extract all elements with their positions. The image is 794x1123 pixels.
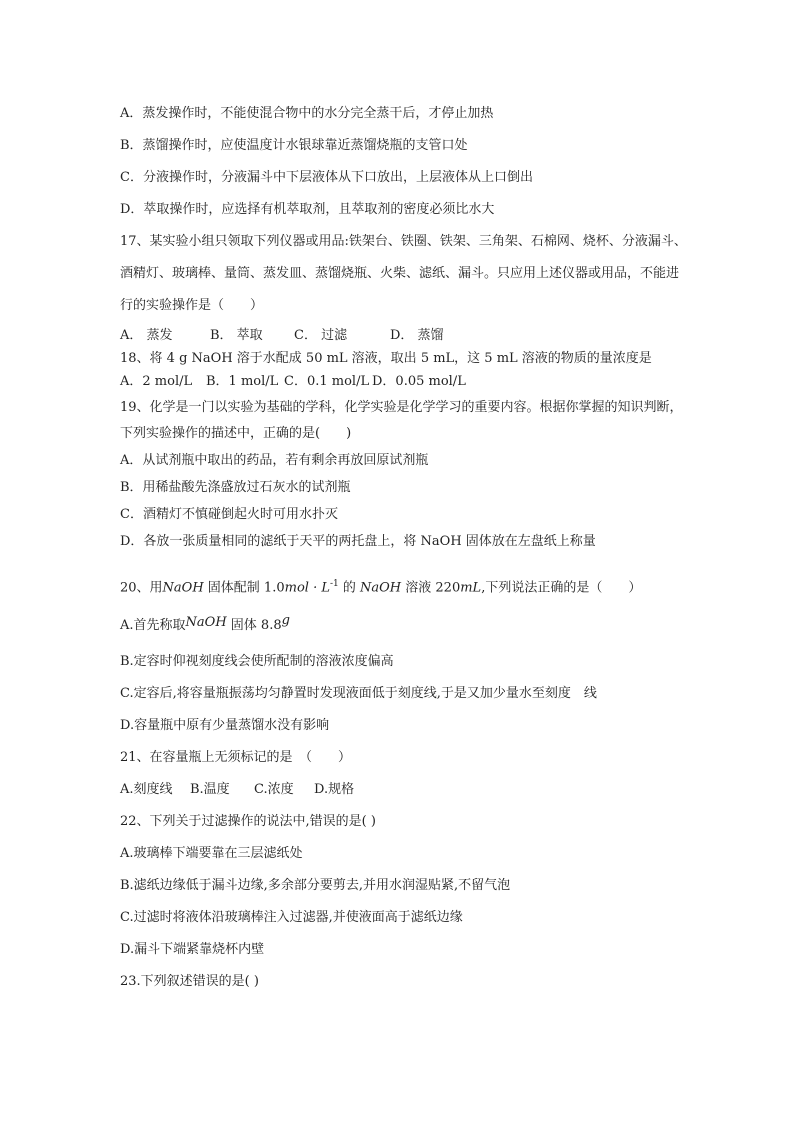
q18-option-c: C．0.1 mol/L	[284, 374, 370, 389]
q19-option-c: C．酒精灯不慎碰倒起火时可用水扑灭	[120, 507, 338, 522]
q23-stem: 23.下列叙述错误的是( )	[120, 974, 259, 989]
q20-option-c: C.定容后,将容量瓶振荡均匀静置时发现液面低于刻度线,于是又加少量水至刻度 线	[120, 686, 597, 701]
q20-option-d: D.容量瓶中原有少量蒸馏水没有影响	[120, 718, 330, 733]
q21-option-d: D.规格	[314, 782, 355, 797]
q18-stem: 18、将 4 g NaOH 溶于水配成 50 mL 溶液，取出 5 mL，这 5 mL 溶液的物质的量浓度是	[120, 351, 652, 366]
q16-option-d: D．萃取操作时，应选择有机萃取剂，且萃取剂的密度必须比水大	[120, 202, 495, 217]
q20-option-a	[120, 613, 290, 634]
q22-option-b: B.滤纸边缘低于漏斗边缘,多余部分要剪去,并用水润湿贴紧,不留气泡	[120, 878, 511, 893]
q20-formula-naoh-2: NaOH	[360, 580, 402, 596]
q20-option-a-unit: g	[281, 613, 290, 628]
q20-stem-text-5: ,下列说法正确的是（ ）	[481, 580, 642, 596]
q19-option-a: A．从试剂瓶中取出的药品，若有剩余再放回原试剂瓶	[120, 453, 429, 468]
q20-option-a-formula: NaOH	[185, 615, 227, 630]
q16-option-c: C．分液操作时，分液漏斗中下层液体从下口放出，上层液体从上口倒出	[120, 170, 533, 185]
q22-option-d: D.漏斗下端紧靠烧杯内壁	[120, 942, 265, 957]
q17-option-a: A． 蒸发	[120, 328, 173, 343]
q17-option-c: C． 过滤	[294, 328, 348, 343]
q19-stem-line-1: 19、化学是一门以实验为基础的学科，化学实验是化学学习的重要内容。根据你掌握的知识判断，	[120, 400, 683, 415]
q19-stem-line-2: 下列实验操作的描述中，正确的是( )	[120, 426, 352, 441]
q19-option-d: D．各放一张质量相同的滤纸于天平的两托盘上，将 NaOH 固体放在左盘纸上称量	[120, 534, 596, 549]
q17-stem-line-2: 酒精灯、玻璃棒、量筒、蒸发皿、蒸馏烧瓶、火柴、滤纸、漏斗。只应用上述仪器或用品，不能进	[120, 266, 680, 281]
q21-options	[120, 782, 354, 798]
q20-stem-text-2: 固体配制 1.0	[203, 580, 285, 596]
q20-stem	[120, 576, 642, 596]
q17-stem-line-3: 行的实验操作是（ ）	[120, 298, 264, 313]
q18-options	[120, 374, 466, 390]
q20-stem-text-3: 的	[338, 580, 361, 596]
q21-option-a: A.刻度线	[120, 782, 173, 797]
q21-option-b: B.温度	[190, 782, 230, 797]
q18-option-a: A．2 mol/L	[120, 374, 193, 389]
q18-option-d: D．0.05 mol/L	[372, 374, 466, 389]
q20-option-a-text: 固体 8.8	[226, 618, 282, 633]
q21-stem: 21、在容量瓶上无须标记的是 （ ）	[120, 750, 352, 765]
q16-option-b: B．蒸馏操作时，应使温度计水银球靠近蒸馏烧瓶的支管口处	[120, 138, 468, 153]
q22-option-a: A.玻璃棒下端要靠在三层滤纸处	[120, 846, 303, 861]
q20-option-a-prefix: A.首先称取	[120, 618, 186, 633]
q17-options	[120, 328, 444, 344]
q19-option-b: B．用稀盐酸先涤盛放过石灰水的试剂瓶	[120, 480, 351, 495]
q17-option-b: B． 萃取	[210, 328, 263, 343]
q22-option-c: C.过滤时将液体沿玻璃棒注入过滤器,并使液面高于滤纸边缘	[120, 910, 463, 925]
q20-stem-prefix: 20、用	[120, 580, 163, 596]
q18-option-b: B．1 mol/L	[206, 374, 279, 389]
q21-option-c: C.浓度	[254, 782, 294, 797]
q17-option-d: D． 蒸馏	[390, 328, 444, 343]
q20-unit-exponent: -1	[329, 579, 339, 589]
q20-stem-text-4: 溶液 220	[401, 580, 461, 596]
q20-unit-mol-l: mol · L	[284, 580, 330, 596]
q20-formula-naoh: NaOH	[162, 580, 204, 596]
q22-stem: 22、下列关于过滤操作的说法中,错误的是( )	[120, 814, 376, 829]
q20-unit-ml: mL	[460, 580, 482, 596]
q20-option-b: B.定容时仰视刻度线会使所配制的溶液浓度偏高	[120, 654, 394, 669]
q17-stem-line-1: 17、某实验小组只领取下列仪器或用品:铁架台、铁圈、铁架、三角架、石棉网、烧杯、分液漏斗、	[120, 234, 687, 249]
q16-option-a: A．蒸发操作时，不能使混合物中的水分完全蒸干后，才停止加热	[120, 106, 494, 121]
